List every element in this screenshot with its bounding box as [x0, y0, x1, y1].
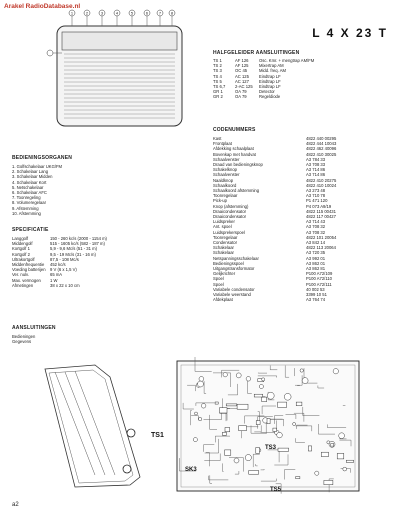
code-part: Afdekplaat [213, 297, 233, 303]
spec-value: 87,5 - 108 Mc/s [50, 256, 79, 262]
radio-button-number: 2 [85, 10, 89, 16]
control-item: 10. Afstemming [12, 210, 41, 216]
code-number: A3 720 35 [306, 250, 326, 256]
code-part: Bovenkap met handvat [213, 151, 256, 157]
spec-value: 65 mA [50, 272, 63, 278]
spec-label: Kortgolf 1 [12, 246, 30, 252]
code-number: 4822 440 00295 [306, 136, 337, 141]
ts5-label: TS5 [270, 487, 282, 493]
pcb-component [220, 408, 228, 413]
pcb-component [237, 404, 248, 409]
spec-label: Kortgolf 2 [12, 251, 30, 257]
pcb-component [339, 433, 345, 439]
transistor-function: Midd. freq. AM [259, 68, 286, 74]
code-number: P4 073 A9/19 [306, 203, 332, 209]
transistor-ref: TS 6,7 [213, 84, 226, 90]
code-number: 4822 444 10043 [306, 141, 337, 147]
specs-section [12, 227, 110, 288]
accessory-item: Gegevens [12, 339, 32, 345]
code-part: Spoel [213, 276, 224, 282]
transistor-type: 2-AC 125 [235, 84, 253, 90]
spec-value: 5,9 - 9,6 Mc/s (51 - 31 m) [50, 246, 98, 252]
transistor-ref: TS 5 [213, 78, 222, 84]
pcb-component [215, 402, 218, 404]
spec-label: Afmetingen [12, 282, 34, 288]
pcb-component [277, 432, 283, 438]
spec-value: 515 - 1605 kc/s (582 - 187 m) [50, 241, 105, 247]
transistor-type: AC 125 [235, 73, 249, 79]
pcb-component [222, 432, 226, 435]
pcb-component [296, 402, 302, 406]
pcb-component [337, 453, 344, 459]
transistor-ref: TS 2 [213, 63, 222, 69]
code-part: Schaalkoord afstemming [213, 188, 260, 194]
pcb-component [278, 448, 289, 451]
transistor-function: Regeldiode [259, 94, 281, 100]
code-part: Variabele weerstand [213, 292, 251, 298]
pcb-component [267, 419, 270, 424]
specs-heading: SPECIFICATIE [12, 227, 49, 233]
spec-label: Middengolf [12, 241, 33, 247]
code-number: 4822 113 20064 [306, 245, 336, 251]
control-item: 1. Golfschakelaar UKG/FM [12, 164, 63, 169]
code-number: 40 002 53 [306, 286, 325, 292]
transistor-function: Mixertrap AM [259, 63, 284, 69]
pcb-component [331, 444, 334, 447]
pcb-component [262, 397, 267, 402]
code-number: P100 A72/109 [306, 271, 333, 277]
transistor-ref: GR 1 [213, 89, 223, 95]
code-part: Uitgangstransformator [213, 266, 255, 272]
pcb-component [234, 458, 239, 463]
radio-button-number: 4 [115, 10, 119, 16]
pcb-component [327, 441, 330, 444]
spec-label: Langgolf [12, 236, 29, 241]
code-number: A3 784 33 [306, 156, 326, 162]
pcb-component [278, 402, 287, 407]
pcb-component [308, 446, 311, 451]
code-number: P100 A72/111 [306, 281, 332, 287]
code-part: Draad van bedieningsknop [213, 162, 263, 168]
transistor-type: OA 79 [235, 94, 247, 100]
transistor-function: Eindtrap LF [259, 73, 281, 79]
pcb-component [225, 450, 231, 455]
transistor-type: OC 45 [235, 68, 248, 74]
radio-button-number: 8 [170, 10, 174, 16]
pcb-component [267, 392, 274, 399]
pcb-component [223, 373, 227, 377]
spec-row [12, 283, 110, 288]
pcb-component [300, 369, 303, 372]
pcb-component [273, 428, 277, 431]
controls-section [12, 155, 72, 216]
control-item: 5. Netschakelaar [12, 184, 44, 190]
code-part: Schakelknop [213, 167, 237, 173]
codes-section [213, 127, 346, 303]
pcb-component [346, 460, 353, 462]
transistor-function: Osc. Kmr. + mengtrap AM/FM [259, 58, 315, 63]
code-part: Spoel [213, 281, 224, 287]
codes-heading: CODENUMMERS [213, 127, 256, 133]
transistor-type: OA 79 [235, 89, 247, 95]
transistor-function: Eindtrap LF [259, 84, 281, 90]
code-row [213, 297, 346, 302]
code-part: Luidspreker [213, 219, 235, 225]
control-item: 6. Schakelaar AFC [12, 190, 47, 196]
code-number: A3 714 86 [306, 172, 326, 178]
code-part: Schaalvenster [213, 156, 240, 162]
spec-label: Voeding batterijen [12, 267, 46, 273]
code-number: A3 273 48 [306, 188, 326, 194]
transistor-type: AF 125 [235, 63, 249, 69]
code-number: 4822 117 00427 [306, 214, 336, 220]
pcb-component [249, 471, 259, 475]
code-part: Draaicondensator [213, 214, 247, 220]
controls-heading: BEDIENINGSORGANEN [12, 155, 73, 161]
code-number: 4822 115 00431 [306, 208, 336, 214]
code-part: Naaldknop [213, 177, 234, 183]
transistor-ref: TS 4 [213, 73, 222, 79]
pcb-component [324, 480, 333, 484]
pcb-component [246, 377, 251, 382]
transistor-section [213, 50, 329, 100]
code-number: 4822 410 10024 [306, 182, 337, 188]
code-part: Draaicondensator [213, 208, 247, 214]
radio-button-number: 3 [100, 10, 104, 16]
pcb-component [245, 455, 251, 461]
transistor-function: Eindtrap LF [259, 78, 281, 84]
pcb-component [315, 471, 319, 475]
transistor-function: Detector [259, 89, 275, 95]
code-part: Condensator [213, 240, 237, 246]
pcb-component [284, 393, 291, 400]
transistor-type: AF 126 [235, 58, 249, 63]
spec-value: 1 W [50, 277, 58, 283]
code-part: Kast [213, 136, 222, 141]
code-part: Schaalvenster [213, 172, 240, 178]
control-item: 8. Volumeregelaar [12, 200, 46, 206]
spec-value: 9,5 - 19 Mc/s (31 - 16 m) [50, 251, 96, 257]
code-number: P100 A72/110 [306, 276, 333, 282]
code-part: Pick-up [213, 198, 227, 204]
spec-value: 150 - 260 kc/s (2000 - 1154 m) [50, 236, 107, 241]
pcb-component [198, 381, 204, 387]
pcb-component [236, 373, 241, 378]
spec-value: 38 x 22 x 10 cm [50, 282, 80, 288]
radio-illustration [42, 8, 192, 128]
code-number: 4822 410 30025 [306, 151, 337, 157]
spec-label: Middenfrequentie [12, 262, 45, 268]
pcb-component [226, 404, 237, 406]
transistor-type: AC 127 [235, 78, 249, 84]
transistor-ref: TS 1 [213, 58, 222, 63]
ts1-label: TS1 [151, 432, 164, 439]
transistor-ref: TS 3 [213, 68, 222, 74]
pcb-component [302, 378, 308, 384]
control-item: 3. Schakelaar Midden [12, 174, 53, 180]
code-number: 4822 101 20054 [306, 234, 337, 240]
pcb-component [193, 438, 197, 442]
code-part: Toonregelaar [213, 193, 238, 199]
pcb-component [198, 417, 201, 420]
control-item: 7. Toonregeling [12, 195, 41, 201]
code-number: 3399 10 51 [306, 292, 327, 298]
pcb-component [254, 394, 263, 397]
pcb-component [195, 412, 198, 415]
pcb-component [262, 378, 265, 381]
transistor-heading: HALFGELEIDER AANSLUITINGEN [213, 50, 300, 56]
radio-button-number: 5 [130, 10, 134, 16]
pcb-component [259, 384, 263, 388]
pcb-component [225, 428, 230, 432]
code-number: P1 471 120 [306, 198, 328, 204]
pcb-component [333, 369, 338, 374]
model-title: L 4 X 23 T [312, 26, 388, 40]
pcb-component [293, 423, 296, 426]
code-number: A3 708 32 [306, 229, 326, 235]
code-part: Afdekking schaalplaat [213, 146, 254, 152]
spec-label: Max. vermogen [12, 277, 41, 283]
code-number: A3 992 01 [306, 255, 326, 261]
spec-value: 9 V (6 x 1,5 V) [50, 267, 77, 273]
pcb-component [256, 448, 260, 454]
code-part: Ant. spoel [213, 224, 232, 230]
control-item: 9. Afstemming [12, 205, 39, 211]
code-number: 4822 462 40096 [306, 146, 337, 152]
code-part: Toonregelaar [213, 234, 238, 240]
page-number: a2 [12, 502, 19, 508]
accessories-section [12, 325, 56, 344]
spec-value: 452 kc/s [50, 262, 66, 268]
radio-button-number: 7 [158, 10, 162, 16]
code-part: Schakelaar [213, 245, 234, 251]
code-number: A3 714 43 [306, 219, 326, 225]
transistor-ref: GR 2 [213, 94, 223, 100]
code-part: Knop (afstemming) [213, 203, 249, 209]
ts3-label: TS3 [265, 445, 277, 451]
code-part: Luidsprekerspoel [213, 229, 245, 235]
sk3-label: SK3 [185, 467, 197, 473]
code-part: Variabele condensator [213, 286, 255, 292]
code-number: 4822 410 20275 [306, 177, 337, 183]
code-part: Frontplaat [213, 141, 232, 147]
code-number: A3 708 33 [306, 162, 326, 168]
code-part: Gelijkrichter [213, 271, 236, 277]
pcb-component [343, 467, 347, 471]
watermark-text: Arakel RadioDatabase.nl [4, 3, 81, 10]
code-number: A3 862 01 [306, 260, 326, 266]
spec-label: Ultrakortgolf [12, 256, 35, 262]
code-number: A3 710 78 [306, 193, 326, 199]
accessories-heading: AANSLUITINGEN [12, 325, 56, 331]
code-part: Bedieningsspoel [213, 260, 244, 266]
code-number: A3 862 81 [306, 266, 326, 272]
control-item: 2. Schakelaar Lang [12, 169, 49, 175]
code-part: Schakelaar [213, 250, 234, 256]
pcb-component [201, 404, 206, 409]
code-part: Netspanningsschakelaar [213, 255, 259, 261]
pcb-component [199, 377, 204, 382]
chassis-drawing [35, 357, 380, 497]
code-number: A3 842 14 [306, 240, 326, 246]
control-item: 4. Schakelaar Kort [12, 179, 47, 185]
code-number: A3 714 86 [306, 167, 326, 173]
accessory-item: Bedieningen [12, 334, 36, 339]
code-number: A3 764 74 [306, 297, 326, 303]
code-part: Schaalkoord [213, 182, 237, 188]
code-number: A3 708 32 [306, 224, 326, 230]
spec-label: Ver. nulv. [12, 272, 29, 278]
radio-button-number: 1 [70, 10, 74, 16]
radio-button-number: 6 [145, 10, 149, 16]
transistor-row [213, 94, 329, 99]
pcb-component [239, 426, 247, 431]
pcb-component [321, 452, 328, 456]
pcb-component [256, 421, 260, 425]
pcb-component [296, 477, 300, 479]
